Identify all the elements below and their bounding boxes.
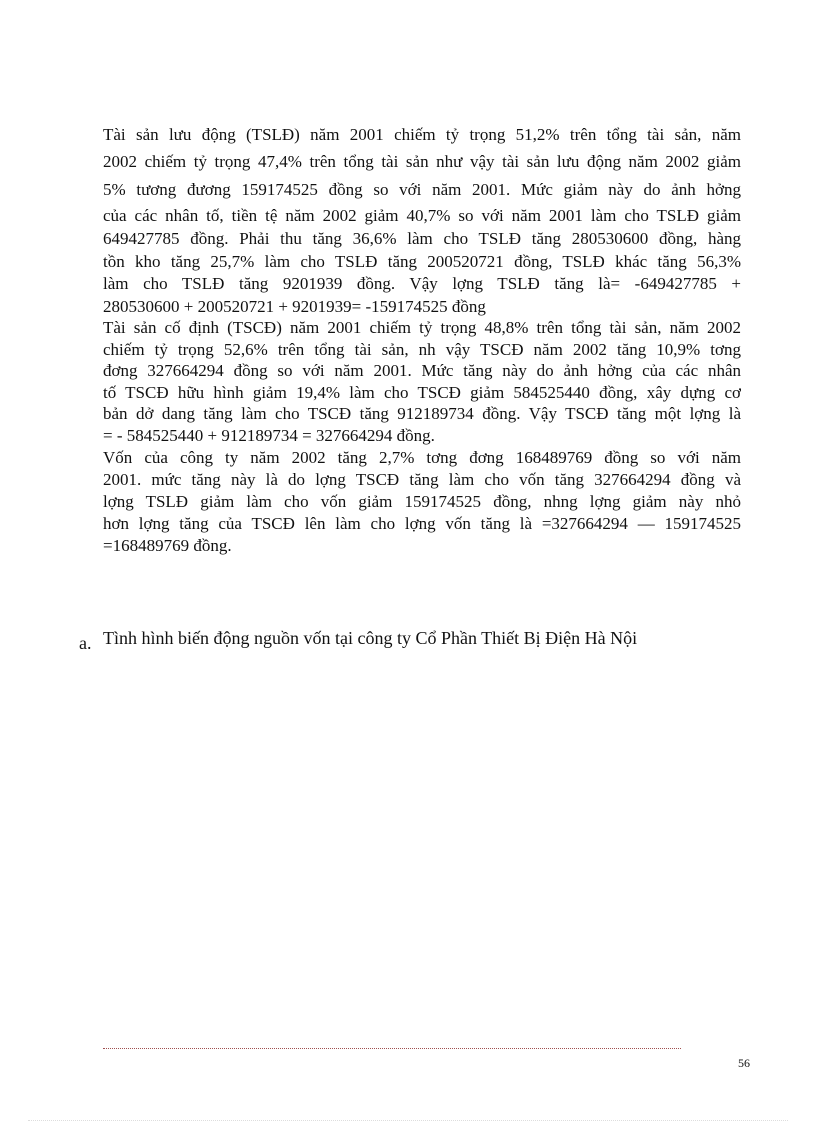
text-line: 280530600 + 200520721 + 9201939= -159174525 đồng [103,297,486,316]
text-line: Tài sản lưu động (TSLĐ) năm 2001 chiếm tỷ trọng 51,2% trên tổng tài sản, năm [103,125,741,144]
text-line: làm cho TSLĐ tăng 9201939 đồng. Vậy lợng TSLĐ tăng là= -649427785 + [103,274,741,293]
text-line: chiếm tỷ trọng 52,6% trên tổng tài sản, nh vậy TSCĐ năm 2002 tăng 10,9% tơng [103,340,741,359]
page-number: 56 [738,1056,750,1070]
text-line: 5% tương đương 159174525 đồng so với năm 2001. Mức giảm này do ảnh hởng [103,180,741,199]
text-line: của các nhân tố, tiền tệ năm 2002 giảm 40,7% so với năm 2001 làm cho TSLĐ giảm [103,206,741,225]
text-line: 649427785 đồng. Phải thu tăng 36,6% làm cho TSLĐ tăng 280530600 đồng, hàng [103,229,741,248]
text-line: Vốn của công ty năm 2002 tăng 2,7% tơng đơng 168489769 đồng so với năm [103,448,741,467]
page-edge-divider [28,1120,788,1121]
text-line: tố TSCĐ hữu hình giảm 19,4% làm cho TSCĐ giảm 584525440 đồng, xây dựng cơ [103,383,741,402]
text-line: Tài sản cố định (TSCĐ) năm 2001 chiếm tỷ trọng 48,8% trên tổng tài sản, năm 2002 [103,318,741,337]
text-line: tồn kho tăng 25,7% làm cho TSLĐ tăng 200520721 đồng, TSLĐ khác tăng 56,3% [103,252,741,271]
text-line: = - 584525440 + 912189734 = 327664294 đồng. [103,426,435,445]
footer-divider [103,1048,681,1049]
text-line: bản dở dang tăng làm cho TSCĐ tăng 912189734 đồng. Vậy TSCĐ tăng một lợng là [103,404,741,423]
list-marker: a. [79,633,92,653]
text-line: đơng 327664294 đồng so với năm 2001. Mức tăng này do ảnh hởng của các nhân [103,361,741,380]
text-line: =168489769 đồng. [103,536,232,555]
text-line: hơn lợng tăng của TSCĐ lên làm cho lợng vốn tăng là =327664294 — 159174525 [103,514,741,533]
text-line: lợng TSLĐ giảm làm cho vốn giảm 159174525 đồng, nhng lợng giảm này nhỏ [103,492,741,511]
text-line: 2001. mức tăng này là do lợng TSCĐ tăng làm cho vốn tăng 327664294 đồng và [103,470,741,489]
section-heading: Tình hình biến động nguồn vốn tại công ty Cổ Phần Thiết Bị Điện Hà Nội [103,628,638,648]
text-line: 2002 chiếm tỷ trọng 47,4% trên tổng tài sản như vậy tài sản lưu động năm 2002 giảm [103,152,741,171]
